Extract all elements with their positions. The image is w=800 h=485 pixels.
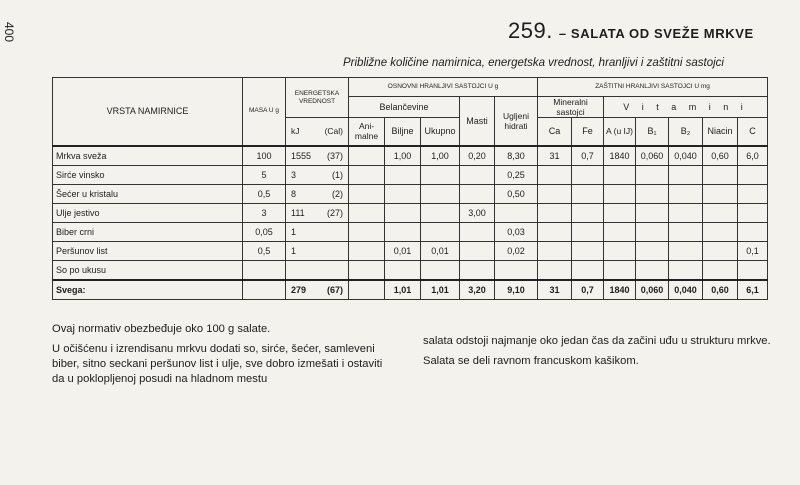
header-c: C xyxy=(738,118,768,146)
cell-b2 xyxy=(669,203,703,222)
nutrition-table xyxy=(52,77,768,300)
cell-b2 xyxy=(669,260,703,280)
cell-b1 xyxy=(636,241,669,260)
cell-kj: 1 xyxy=(291,226,297,237)
header-ukupno: Ukupno xyxy=(421,118,460,146)
cell-ukupno xyxy=(421,203,460,222)
header-niacin: Niacin xyxy=(703,118,738,146)
cell-fe xyxy=(572,222,604,241)
cell-biljne: 1,01 xyxy=(385,280,421,300)
cell-ukupno: 1,01 xyxy=(421,280,460,300)
cell-kj: 279 xyxy=(291,284,307,295)
cell-b2: 0,040 xyxy=(669,280,703,300)
cell-energy xyxy=(286,203,349,222)
cell-ugljeni xyxy=(495,260,538,280)
cell-name: Peršunov list xyxy=(53,241,243,260)
instruction-rest: salata odstoji najmanje oko jedan čas da začini uđu u strukturu mrkve. xyxy=(423,335,771,347)
cell-c xyxy=(738,184,768,203)
recipe-number: 259. xyxy=(508,18,553,43)
cell-animalne xyxy=(349,203,385,222)
cell-cal: (37) xyxy=(326,150,343,161)
cell-ukupno: 0,01 xyxy=(421,241,460,260)
instruction-serving: Salata se deli ravnom francuskom kašikom. xyxy=(423,355,639,367)
header-a: A (u IJ) xyxy=(604,118,636,146)
cell-masti xyxy=(460,165,495,184)
cell-ca xyxy=(538,260,572,280)
cell-masti: 3,00 xyxy=(460,203,495,222)
header-kj: kJ xyxy=(291,126,300,137)
header-b1: B₁ xyxy=(636,118,669,146)
cell-masa: 0,5 xyxy=(243,184,286,203)
table-row xyxy=(53,184,768,203)
cell-animalne xyxy=(349,146,385,166)
cell-animalne xyxy=(349,165,385,184)
cell-ukupno xyxy=(421,165,460,184)
cell-name: Biber crni xyxy=(53,222,243,241)
instruction-yield: Ovaj normativ obezbeđuje oko 100 g salate. xyxy=(52,323,271,335)
cell-fe xyxy=(572,203,604,222)
cell-b2 xyxy=(669,222,703,241)
table-row xyxy=(53,222,768,241)
cell-cal: (67) xyxy=(326,284,343,295)
cell-cal: (27) xyxy=(326,207,343,218)
cell-niacin xyxy=(703,165,738,184)
cell-masti xyxy=(460,241,495,260)
cell-animalne xyxy=(349,241,385,260)
cell-biljne xyxy=(385,222,421,241)
cell-niacin: 0,60 xyxy=(703,280,738,300)
header-namirnica: VRSTA NAMIRNICE xyxy=(53,78,243,146)
cell-ca xyxy=(538,165,572,184)
header-ugljeni: Ugljeni hidrati xyxy=(495,97,538,146)
table-row xyxy=(53,203,768,222)
cell-animalne xyxy=(349,260,385,280)
cell-a: 1840 xyxy=(604,146,636,166)
table-row xyxy=(53,165,768,184)
cell-masti: 3,20 xyxy=(460,280,495,300)
recipe-title xyxy=(508,18,754,44)
cell-name: Šećer u kristalu xyxy=(53,184,243,203)
cell-fe xyxy=(572,184,604,203)
cell-animalne xyxy=(349,222,385,241)
cell-b1 xyxy=(636,184,669,203)
page-number: 400 xyxy=(2,22,16,43)
cell-niacin xyxy=(703,260,738,280)
cell-ca xyxy=(538,222,572,241)
cell-ukupno xyxy=(421,222,460,241)
cell-masti xyxy=(460,184,495,203)
cell-name: So po ukusu xyxy=(53,260,243,280)
cell-energy xyxy=(286,260,349,280)
cell-cal: (1) xyxy=(332,169,343,180)
cell-ca xyxy=(538,241,572,260)
cell-fe xyxy=(572,260,604,280)
cell-kj: 1555 xyxy=(291,150,312,161)
cell-energy xyxy=(286,146,349,166)
cell-c xyxy=(738,260,768,280)
instructions-left xyxy=(52,322,397,392)
cell-b1: 0,060 xyxy=(636,280,669,300)
cell-c xyxy=(738,222,768,241)
cell-kj: 1 xyxy=(291,245,297,256)
cell-b1: 0,060 xyxy=(636,146,669,166)
recipe-subtitle: Približne količine namirnica, energetska vrednost, hranljivi i zaštitni sastojci xyxy=(343,57,724,69)
cell-masa xyxy=(243,280,286,300)
cell-b2 xyxy=(669,184,703,203)
cell-animalne xyxy=(349,280,385,300)
cell-niacin xyxy=(703,203,738,222)
cell-masa: 5 xyxy=(243,165,286,184)
cell-masa xyxy=(243,260,286,280)
recipe-name: – SALATA OD SVEŽE MRKVE xyxy=(558,26,754,41)
cell-masti xyxy=(460,222,495,241)
cell-ugljeni: 9,10 xyxy=(495,280,538,300)
header-cal: (Cal) xyxy=(324,126,343,137)
cell-kj: 8 xyxy=(291,188,297,199)
header-belancevine: Belančevine xyxy=(349,97,460,118)
header-ca: Ca xyxy=(538,118,572,146)
cell-ugljeni: 0,02 xyxy=(495,241,538,260)
header-kj-cal xyxy=(286,118,349,146)
cell-niacin xyxy=(703,222,738,241)
cell-ukupno xyxy=(421,184,460,203)
cell-biljne xyxy=(385,260,421,280)
cell-masa: 0,5 xyxy=(243,241,286,260)
cell-name: Sirće vinsko xyxy=(53,165,243,184)
cell-fe: 0,7 xyxy=(572,280,604,300)
cell-c xyxy=(738,203,768,222)
cell-ugljeni: 0,03 xyxy=(495,222,538,241)
cell-energy xyxy=(286,222,349,241)
cell-masti: 0,20 xyxy=(460,146,495,166)
cell-ugljeni xyxy=(495,203,538,222)
cell-fe: 0,7 xyxy=(572,146,604,166)
cell-b1 xyxy=(636,203,669,222)
cell-ugljeni: 8,30 xyxy=(495,146,538,166)
header-vitamini: V i t a m i n i xyxy=(604,97,768,118)
cell-name: Ulje jestivo xyxy=(53,203,243,222)
cell-c: 0,1 xyxy=(738,241,768,260)
table-total-row xyxy=(53,280,768,300)
cell-b2: 0,040 xyxy=(669,146,703,166)
header-animalne: Ani- malne xyxy=(349,118,385,146)
cell-biljne: 1,00 xyxy=(385,146,421,166)
instructions-right xyxy=(423,334,773,374)
cell-b1 xyxy=(636,260,669,280)
cell-biljne xyxy=(385,184,421,203)
header-masa: MASA U g xyxy=(243,78,286,146)
cell-fe xyxy=(572,165,604,184)
header-b2: B₂ xyxy=(669,118,703,146)
cell-biljne: 0,01 xyxy=(385,241,421,260)
cell-a: 1840 xyxy=(604,280,636,300)
table-row xyxy=(53,146,768,166)
cell-a xyxy=(604,222,636,241)
cell-ukupno: 1,00 xyxy=(421,146,460,166)
cell-a xyxy=(604,241,636,260)
cell-kj: 111 xyxy=(291,207,305,218)
cell-ca xyxy=(538,184,572,203)
table-row xyxy=(53,241,768,260)
cell-name: Mrkva sveža xyxy=(53,146,243,166)
cell-niacin xyxy=(703,241,738,260)
cell-niacin xyxy=(703,184,738,203)
cell-b1 xyxy=(636,165,669,184)
instruction-method: U očišćenu i izrendisanu mrkvu dodati so, sirće, šećer, samleveni biber, sitno seckani peršunov list i ulje, sve dobro izmešati i ostaviti da u poklopljenoj posudi na hladnom mestu xyxy=(52,343,383,385)
cell-ukupno xyxy=(421,260,460,280)
cell-a xyxy=(604,203,636,222)
cell-a xyxy=(604,165,636,184)
cell-cal: (2) xyxy=(332,188,343,199)
table-row xyxy=(53,260,768,280)
cell-masa: 3 xyxy=(243,203,286,222)
cell-animalne xyxy=(349,184,385,203)
cell-niacin: 0,60 xyxy=(703,146,738,166)
header-biljne: Biljne xyxy=(385,118,421,146)
cell-biljne xyxy=(385,203,421,222)
cell-energy xyxy=(286,165,349,184)
cell-masa: 0,05 xyxy=(243,222,286,241)
cell-fe xyxy=(572,241,604,260)
cell-energy xyxy=(286,184,349,203)
cell-name: Svega: xyxy=(53,280,243,300)
cell-ca xyxy=(538,203,572,222)
cell-kj: 3 xyxy=(291,169,297,180)
cell-b1 xyxy=(636,222,669,241)
cell-ca: 31 xyxy=(538,146,572,166)
header-mineralni: Mineralni sastojci xyxy=(538,97,604,118)
header-masti: Masti xyxy=(460,97,495,146)
cell-energy xyxy=(286,280,349,300)
cell-c: 6,1 xyxy=(738,280,768,300)
cell-masti xyxy=(460,260,495,280)
cell-ugljeni: 0,50 xyxy=(495,184,538,203)
header-energija: ENERGETSKA VREDNOST xyxy=(286,78,349,118)
cell-ugljeni: 0,25 xyxy=(495,165,538,184)
cell-c xyxy=(738,165,768,184)
cell-c: 6,0 xyxy=(738,146,768,166)
cell-biljne xyxy=(385,165,421,184)
cell-ca: 31 xyxy=(538,280,572,300)
cell-b2 xyxy=(669,165,703,184)
header-osnovni: OSNOVNI HRANLJIVI SASTOJCI U g xyxy=(349,78,538,97)
header-zastitni: ZAŠTITNI HRANLJIVI SASTOJCI U mg xyxy=(538,78,768,97)
header-fe: Fe xyxy=(572,118,604,146)
cell-a xyxy=(604,260,636,280)
cell-masa: 100 xyxy=(243,146,286,166)
cell-b2 xyxy=(669,241,703,260)
cell-a xyxy=(604,184,636,203)
cell-energy xyxy=(286,241,349,260)
